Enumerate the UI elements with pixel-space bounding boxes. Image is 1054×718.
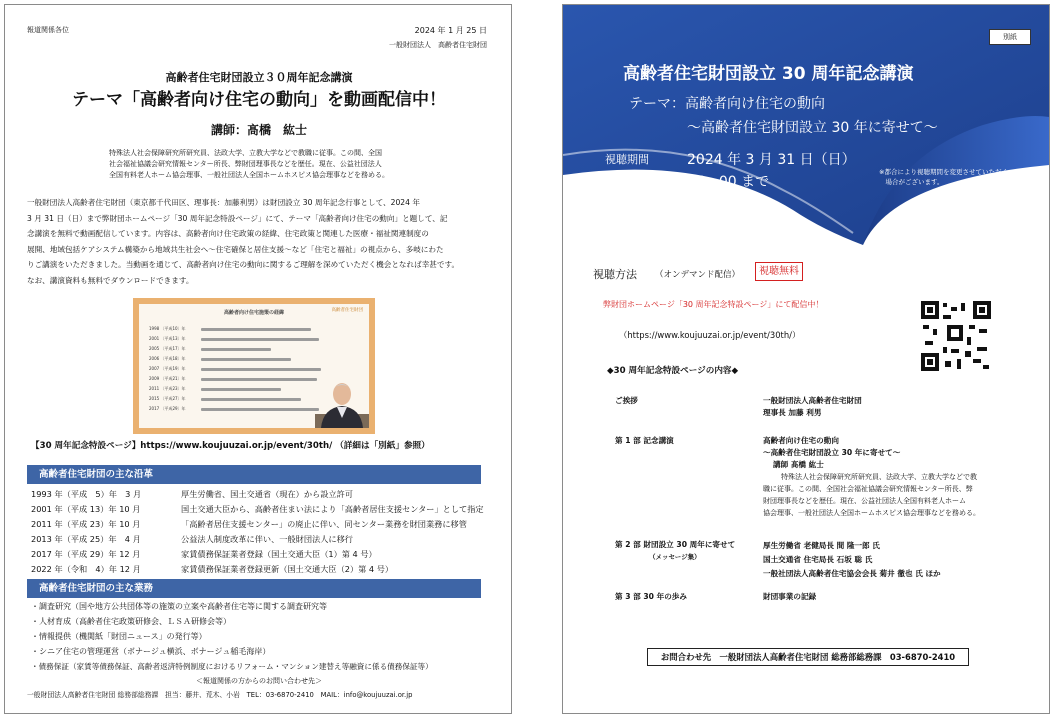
qr-code-icon[interactable] — [921, 301, 991, 371]
slide-title: 高齢者向け住宅施策の経緯 — [223, 310, 284, 316]
period-label: 視聴期間 — [605, 153, 649, 166]
headline: テーマ「高齢者向け住宅の動向」を動画配信中！ — [72, 90, 446, 110]
free-badge: 視聴無料 — [755, 262, 803, 281]
history-row: 2022 年（令和 4）年 12 月 家賃債務保証業者登録更新（国土交通大臣（2）第 4 号） — [31, 564, 394, 574]
flyer-page — [562, 4, 1050, 714]
toc-label: 第 3 部 30 年の歩み — [615, 592, 687, 601]
streaming-label: 動画配信中！ — [687, 196, 771, 212]
lecturer: 講師：髙橋 紘士 — [210, 123, 307, 137]
method-label: 視聴方法 — [593, 268, 637, 281]
slide-logo: 高齢者住宅財団 — [331, 308, 363, 313]
special-page-url[interactable]: 【30 周年記念特設ページ】https://www.koujuuzai.or.jp/event/30th/ （詳細は「別紙」参照） — [31, 441, 430, 451]
business-item: ・シニア住宅の管理運営（ボナージュ横浜、ボナージュ稲毛海岸） — [31, 647, 271, 656]
history-row: 1993 年（平成 5）年 3 月 厚生労働省、国土交通省（現在）から設立許可 — [31, 489, 353, 499]
history-row: 2013 年（平成 25）年 4 月 公益法人制度改革に伴い、一般財団法人に移行 — [31, 534, 353, 544]
business-item: ・人材育成（高齢者住宅政策研修会、ＬＳＡ研修会等） — [31, 617, 231, 626]
history-row: 2011 年（平成 23）年 10 月 「高齢者居住支援センター」の廃止に伴い、同センター業務を財団業務に移管 — [31, 519, 467, 529]
release-date: 2024 年 1 月 25 日 — [414, 26, 487, 35]
business-item: ・債務保証（家賃等債務保証、高齢者返済特例制度におけるリフォーム・マンション建替え等融資に係る債務保証等） — [31, 662, 433, 671]
period-note: ※都合により視聴期間を変更させていただく 場合がございます。 — [879, 168, 1008, 186]
hero-banner — [563, 5, 1049, 245]
special-page-url-right[interactable]: （https://www.koujuuzai.or.jp/event/30th/） — [619, 330, 801, 340]
method-type: （オンデマンド配信） — [655, 270, 741, 280]
business-item: ・調査研究（国や地方公共団体等の施策の立案や高齢者住宅等に関する調査研究等 — [31, 602, 327, 611]
business-header: 高齢者住宅財団の主な業務 — [27, 579, 481, 598]
recipient: 報道関係各位 — [27, 26, 69, 34]
flyer-theme: テーマ：高齢者向け住宅の動向 — [629, 96, 825, 112]
contact-heading: ＜報道関係の方からのお問い合わせ先＞ — [196, 677, 322, 685]
period-time: 24：00 まで — [687, 174, 770, 190]
event-name: 高齢者住宅財団設立３０周年記念講演 — [165, 71, 353, 84]
contents-heading: ◆30 周年記念特設ページの内容◆ — [607, 366, 739, 376]
history-row: 2017 年（平成 29）年 12 月 家賃債務保証業者登録（国土交通大臣（1）第 4 号） — [31, 549, 377, 559]
slide-timeline: 1998 〔平成10〕年 2001 〔平成13〕年 2005 〔平成17〕年 2006 〔平成18〕年 2007 〔平成19〕年 2009 〔平成21〕年 2011 〔平成23〕年 2015 〔平成27〕年 2017 〔平成29〕年 — [149, 326, 186, 411]
period-date: 2024 年 3 月 31 日（日） — [687, 152, 856, 168]
press-release-page — [4, 4, 512, 714]
lecture-video-thumbnail[interactable] — [133, 298, 375, 434]
speaker-image — [315, 374, 369, 428]
body-text: 一般財団法人高齢者住宅財団（東京都千代田区、理事長：加藤利男）は財団設立 30 周年記念行事として、2024 年 3 月 31 日（日）まで弊財団ホームページ「30 周年記念特設ページ」にて、テーマ「高齢者向け住宅の動向」と題して、記 念講演を無料で動画配信しています。内容は、高齢者向け住宅政策の経緯、住宅政策と関連した医療・福祉関連制度の 展開、地域包括ケアシステム構築から地域共生社会へ～住宅確保と居住支援～など「住宅と福祉」の視点から、多岐にわた りご講演をいただきました。当動画を通じて、高齢者向け住宅の動向に関するご理解を深めていただく機会となれば幸甚です。 なお、講演資料も無料でダウンロードできます。 — [27, 198, 460, 285]
flyer-subtitle: ～高齢者住宅財団設立 30 年に寄せて～ — [687, 120, 938, 136]
toc-detail: 厚生労働省 老健局長 間 隆一郎 氏 国土交通省 住宅局長 石坂 聡 氏 一般社団法人高齢者住宅協会会長 菊井 徹也 氏 ほか — [763, 541, 941, 578]
history-row: 2001 年（平成 13）年 10 月 国土交通大臣から、高齢者住まい法により「高齢者居住支援センター」として指定 — [31, 504, 484, 514]
toc-detail: 一般財団法人高齢者住宅財団 理事長 加藤 利男 — [763, 396, 862, 417]
lecture-slide — [139, 304, 369, 428]
site-notice: 弊財団ホームページ「30 周年記念特設ページ」にて配信中！ — [603, 300, 824, 309]
attachment-tag: 別紙 — [989, 29, 1031, 45]
toc-sublabel: （メッセージ集） — [649, 553, 701, 561]
toc-detail: 高齢者向け住宅の動向 ～高齢者住宅財団設立 30 年に寄せて～ 講師 髙橋 紘士 特殊法人社会保障研究所研究員、法政大学、立教大学などで教 職に従事。この間、全国社会福祉協議会研究情報センター所長、弊 財団理事長などを歴任。現在、公益社団法人全国有料老人ホーム 協会理事、一般社団法人全国ホームホスピス協会理事などを務める。 — [763, 436, 980, 517]
toc-label: 第 1 部 記念講演 — [615, 436, 674, 445]
lecturer-profile: 特殊法人社会保障研究所研究員、法政大学、立教大学などで教職に従事。この間、全国 社会福祉協議会研究情報センター所長、弊財団理事長などを歴任。現在、公益社団法人 全国有料老人ホーム協会理事、一般社団法人全国ホームホスピス協会理事などを務める。 — [109, 149, 389, 179]
toc-label: ご挨拶 — [615, 396, 638, 405]
sender: 一般財団法人 高齢者住宅財団 — [389, 41, 487, 49]
business-item: ・情報提供（機関紙「財団ニュース」の発行等） — [31, 632, 207, 641]
contact-box: お問合わせ先 一般財団法人高齢者住宅財団 総務部総務課 03-6870-2410 — [647, 648, 969, 666]
toc-detail: 財団事業の記録 — [763, 592, 817, 601]
contact-line: 一般財団法人高齢者住宅財団 総務部総務課 担当：藤井、荒木、小岩 TEL：03-6870-2410 MAIL：info@koujuuzai.or.jp — [27, 691, 413, 699]
history-header: 高齢者住宅財団の主な沿革 — [27, 465, 481, 484]
toc-label: 第 2 部 財団設立 30 周年に寄せて — [615, 540, 736, 549]
flyer-title: 高齢者住宅財団設立 30 周年記念講演 — [623, 64, 914, 84]
